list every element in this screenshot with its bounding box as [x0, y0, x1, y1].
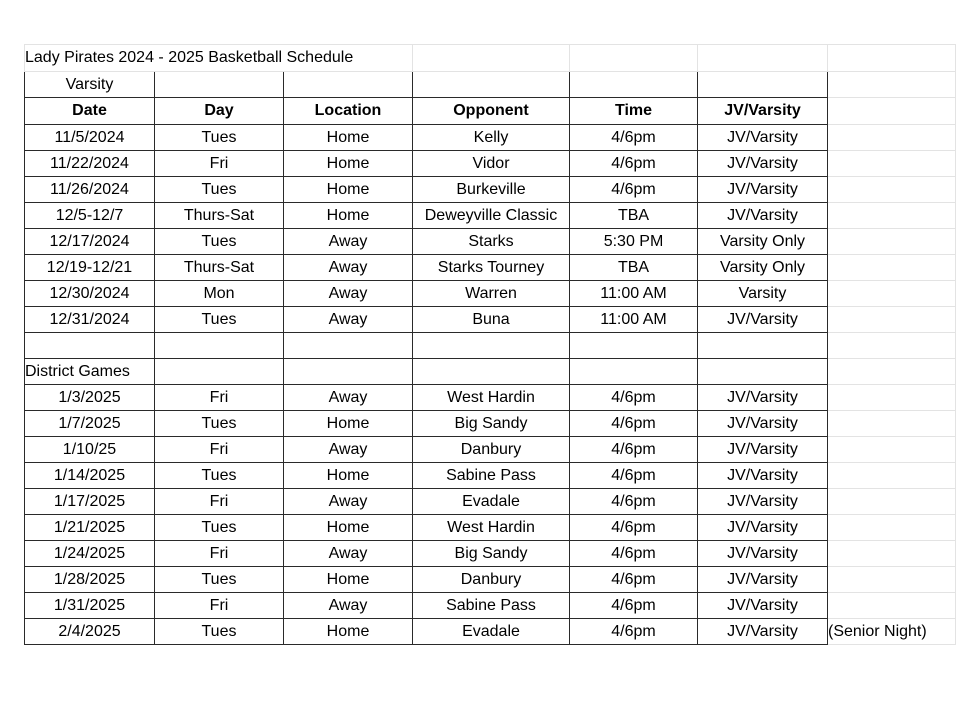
cell-location: Away: [284, 281, 413, 307]
cell-note: [828, 125, 956, 151]
cell-time: 4/6pm: [570, 177, 698, 203]
cell-date: 12/31/2024: [25, 307, 155, 333]
table-row: [25, 489, 956, 515]
cell-time: 4/6pm: [570, 385, 698, 411]
cell-location: Home: [284, 411, 413, 437]
cell-opponent: Evadale: [413, 619, 570, 645]
cell-date: 2/4/2025: [25, 619, 155, 645]
cell-opponent: Danbury: [413, 437, 570, 463]
cell-time: 4/6pm: [570, 489, 698, 515]
cell-time: 4/6pm: [570, 437, 698, 463]
table-row: [25, 307, 956, 333]
cell-level: JV/Varsity: [698, 411, 828, 437]
cell-note: [828, 411, 956, 437]
cell-opponent: Evadale: [413, 489, 570, 515]
cell-day: Tues: [155, 411, 284, 437]
cell-location: Home: [284, 567, 413, 593]
cell-opponent: Sabine Pass: [413, 463, 570, 489]
sheet-title: Lady Pirates 2024 - 2025 Basketball Schedule: [25, 45, 413, 72]
cell-time: 4/6pm: [570, 619, 698, 645]
header-time: Time: [570, 98, 698, 125]
table-row: [25, 385, 956, 411]
cell-opponent: Big Sandy: [413, 541, 570, 567]
cell-location: Away: [284, 385, 413, 411]
cell-time: 11:00 AM: [570, 307, 698, 333]
cell-date: 12/19-12/21: [25, 255, 155, 281]
header-opponent: Opponent: [413, 98, 570, 125]
cell-note: [828, 151, 956, 177]
cell-level: Varsity: [698, 281, 828, 307]
section-label-district: District Games: [25, 359, 155, 385]
cell-note: (Senior Night): [828, 619, 956, 645]
cell-level: JV/Varsity: [698, 151, 828, 177]
cell-opponent: Vidor: [413, 151, 570, 177]
cell-location: Away: [284, 593, 413, 619]
cell-day: Fri: [155, 541, 284, 567]
cell-date: 1/14/2025: [25, 463, 155, 489]
cell-time: 4/6pm: [570, 567, 698, 593]
cell-opponent: Burkeville: [413, 177, 570, 203]
cell-opponent: Sabine Pass: [413, 593, 570, 619]
cell-level: Varsity Only: [698, 229, 828, 255]
cell-opponent: Warren: [413, 281, 570, 307]
cell-opponent: Starks: [413, 229, 570, 255]
cell-day: Tues: [155, 463, 284, 489]
cell-opponent: Starks Tourney: [413, 255, 570, 281]
cell-date: 11/5/2024: [25, 125, 155, 151]
cell-level: JV/Varsity: [698, 385, 828, 411]
cell-day: Fri: [155, 593, 284, 619]
cell-time: TBA: [570, 255, 698, 281]
cell-level: JV/Varsity: [698, 619, 828, 645]
cell-day: Tues: [155, 177, 284, 203]
cell-time: 4/6pm: [570, 463, 698, 489]
cell-date: 11/22/2024: [25, 151, 155, 177]
table-row: [25, 255, 956, 281]
cell-level: JV/Varsity: [698, 307, 828, 333]
cell-day: Fri: [155, 151, 284, 177]
cell-time: 4/6pm: [570, 125, 698, 151]
cell-date: 1/3/2025: [25, 385, 155, 411]
cell-level: JV/Varsity: [698, 489, 828, 515]
table-row: [25, 515, 956, 541]
cell-note: [828, 463, 956, 489]
cell-opponent: Big Sandy: [413, 411, 570, 437]
cell-location: Home: [284, 463, 413, 489]
cell-location: Home: [284, 515, 413, 541]
blank-row: [25, 333, 956, 359]
cell-location: Away: [284, 437, 413, 463]
cell-time: 4/6pm: [570, 541, 698, 567]
table-row: [25, 463, 956, 489]
cell-note: [828, 307, 956, 333]
table-row: [25, 593, 956, 619]
cell-level: JV/Varsity: [698, 567, 828, 593]
cell-note: [828, 281, 956, 307]
cell-location: Home: [284, 151, 413, 177]
cell-note: [828, 177, 956, 203]
cell-day: Tues: [155, 229, 284, 255]
cell-time: TBA: [570, 203, 698, 229]
cell-day: Tues: [155, 619, 284, 645]
cell-note: [828, 593, 956, 619]
cell-opponent: Deweyville Classic: [413, 203, 570, 229]
cell-date: 11/26/2024: [25, 177, 155, 203]
cell-note: [828, 229, 956, 255]
header-row: [25, 98, 956, 125]
cell-location: Home: [284, 125, 413, 151]
cell-date: 12/5-12/7: [25, 203, 155, 229]
header-date: Date: [25, 98, 155, 125]
cell-level: JV/Varsity: [698, 177, 828, 203]
cell-date: 12/30/2024: [25, 281, 155, 307]
varsity-section-row: [25, 72, 956, 98]
header-day: Day: [155, 98, 284, 125]
cell-day: Mon: [155, 281, 284, 307]
cell-level: Varsity Only: [698, 255, 828, 281]
cell-level: JV/Varsity: [698, 203, 828, 229]
cell-date: 1/24/2025: [25, 541, 155, 567]
table-row: [25, 203, 956, 229]
cell-day: Thurs-Sat: [155, 203, 284, 229]
cell-time: 4/6pm: [570, 151, 698, 177]
cell-note: [828, 515, 956, 541]
cell-level: JV/Varsity: [698, 437, 828, 463]
cell-location: Away: [284, 307, 413, 333]
table-row: [25, 541, 956, 567]
district-section-row: [25, 359, 956, 385]
cell-level: JV/Varsity: [698, 541, 828, 567]
section-label-varsity: Varsity: [25, 72, 155, 98]
cell-location: Away: [284, 255, 413, 281]
table-row: [25, 281, 956, 307]
table-row: [25, 125, 956, 151]
cell-date: 1/7/2025: [25, 411, 155, 437]
cell-day: Fri: [155, 489, 284, 515]
cell-date: 1/31/2025: [25, 593, 155, 619]
cell-day: Fri: [155, 437, 284, 463]
cell-location: Away: [284, 229, 413, 255]
table-row: [25, 437, 956, 463]
cell-note: [828, 437, 956, 463]
cell-day: Tues: [155, 125, 284, 151]
cell-location: Away: [284, 541, 413, 567]
cell-time: 4/6pm: [570, 515, 698, 541]
cell-time: 5:30 PM: [570, 229, 698, 255]
cell-time: 4/6pm: [570, 593, 698, 619]
cell-location: Home: [284, 203, 413, 229]
cell-date: 1/10/25: [25, 437, 155, 463]
cell-opponent: Kelly: [413, 125, 570, 151]
table-row: [25, 619, 956, 645]
cell-location: Home: [284, 619, 413, 645]
cell-date: 1/21/2025: [25, 515, 155, 541]
cell-location: Away: [284, 489, 413, 515]
cell-note: [828, 203, 956, 229]
table-row: [25, 567, 956, 593]
table-row: [25, 177, 956, 203]
cell-time: 4/6pm: [570, 411, 698, 437]
cell-date: 1/17/2025: [25, 489, 155, 515]
cell-note: [828, 541, 956, 567]
cell-note: [828, 385, 956, 411]
cell-date: 12/17/2024: [25, 229, 155, 255]
cell-opponent: Danbury: [413, 567, 570, 593]
cell-level: JV/Varsity: [698, 515, 828, 541]
cell-opponent: West Hardin: [413, 385, 570, 411]
table-row: [25, 411, 956, 437]
cell-level: JV/Varsity: [698, 125, 828, 151]
cell-day: Tues: [155, 307, 284, 333]
cell-level: JV/Varsity: [698, 463, 828, 489]
header-level: JV/Varsity: [698, 98, 828, 125]
cell-note: [828, 255, 956, 281]
title-row: [25, 45, 956, 72]
cell-date: 1/28/2025: [25, 567, 155, 593]
cell-day: Tues: [155, 567, 284, 593]
cell-time: 11:00 AM: [570, 281, 698, 307]
cell-day: Thurs-Sat: [155, 255, 284, 281]
cell-opponent: Buna: [413, 307, 570, 333]
cell-note: [828, 567, 956, 593]
cell-level: JV/Varsity: [698, 593, 828, 619]
cell-opponent: West Hardin: [413, 515, 570, 541]
cell-day: Tues: [155, 515, 284, 541]
schedule-table: [24, 44, 956, 645]
table-row: [25, 151, 956, 177]
cell-day: Fri: [155, 385, 284, 411]
cell-note: [828, 489, 956, 515]
header-location: Location: [284, 98, 413, 125]
table-row: [25, 229, 956, 255]
cell-location: Home: [284, 177, 413, 203]
